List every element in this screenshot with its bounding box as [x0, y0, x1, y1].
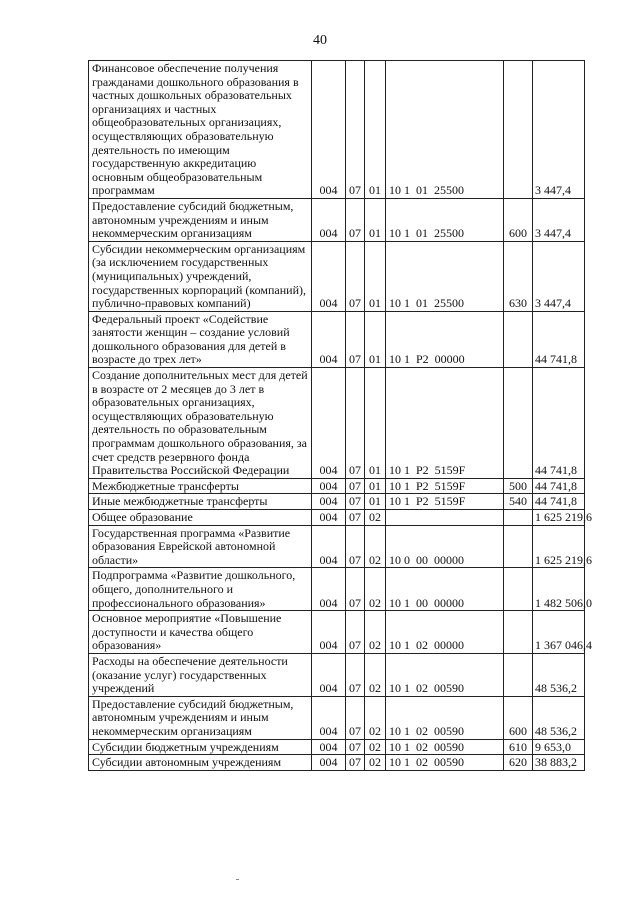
expense-type-code: 540: [504, 494, 533, 510]
amount: 9 653,0: [533, 739, 585, 755]
row-name: Иные межбюджетные трансферты: [89, 494, 312, 510]
table-row: [89, 311, 585, 367]
row-name: Государственная программа «Развитие образования Еврейской автономной области»: [89, 525, 312, 568]
expense-type-code: [504, 611, 533, 654]
section-code: 07: [346, 198, 365, 241]
admin-code: 004: [312, 494, 346, 510]
table-row: [89, 494, 585, 510]
admin-code: 004: [312, 653, 346, 696]
row-name: Субсидии автономным учреждениям: [89, 755, 312, 771]
admin-code: 004: [312, 510, 346, 526]
table-row: [89, 568, 585, 611]
section-code: 07: [346, 739, 365, 755]
expense-type-code: 500: [504, 478, 533, 494]
row-name: Финансовое обеспечение получения гражданами дошкольного образования в частных дошкольных образовательных организациях и частных общеобразовательных организациях, осуществляющих образовательную деятельность по имеющим государственную аккредитацию основным общеобразовательным программам: [89, 61, 312, 199]
table-row: [89, 611, 585, 654]
admin-code: 004: [312, 61, 346, 199]
target-article-code: 10 1 01 25500: [386, 241, 504, 311]
expense-type-code: [504, 653, 533, 696]
subsection-code: 02: [365, 525, 386, 568]
table-row: [89, 61, 585, 199]
expense-type-code: [504, 525, 533, 568]
amount: 44 741,8: [533, 311, 585, 367]
subsection-code: 01: [365, 494, 386, 510]
row-name: Федеральный проект «Содействие занятости женщин – создание условий дошкольного образования для детей в возрасте до трех лет»: [89, 311, 312, 367]
section-code: 07: [346, 755, 365, 771]
section-code: 07: [346, 525, 365, 568]
subsection-code: 01: [365, 311, 386, 367]
section-code: 07: [346, 568, 365, 611]
row-name: Основное мероприятие «Повышение доступности и качества общего образования»: [89, 611, 312, 654]
table-row: [89, 755, 585, 771]
admin-code: 004: [312, 198, 346, 241]
target-article-code: 10 1 00 00000: [386, 568, 504, 611]
target-article-code: 10 0 00 00000: [386, 525, 504, 568]
target-article-code: 10 1 02 00590: [386, 739, 504, 755]
expense-type-code: [504, 510, 533, 526]
admin-code: 004: [312, 368, 346, 479]
amount: 44 741,8: [533, 494, 585, 510]
scan-mark: [236, 879, 239, 880]
target-article-code: [386, 510, 504, 526]
target-article-code: 10 1 02 00590: [386, 755, 504, 771]
admin-code: 004: [312, 525, 346, 568]
target-article-code: 10 1 02 00000: [386, 611, 504, 654]
subsection-code: 02: [365, 755, 386, 771]
amount: 3 447,4: [533, 241, 585, 311]
row-name: Предоставление субсидий бюджетным, автономным учреждениям и иным некоммерческим организациям: [89, 198, 312, 241]
row-name: Подпрограмма «Развитие дошкольного, общего, дополнительного и профессионального образования»: [89, 568, 312, 611]
amount: 3 447,4: [533, 61, 585, 199]
amount: 1 367 046,4: [533, 611, 585, 654]
amount: 1 482 506,0: [533, 568, 585, 611]
section-code: 07: [346, 241, 365, 311]
table-row: [89, 696, 585, 739]
section-code: 07: [346, 696, 365, 739]
row-name: Расходы на обеспечение деятельности (оказание услуг) государственных учреждений: [89, 653, 312, 696]
row-name: Общее образование: [89, 510, 312, 526]
target-article-code: 10 1 02 00590: [386, 696, 504, 739]
target-article-code: 10 1 01 25500: [386, 198, 504, 241]
section-code: 07: [346, 478, 365, 494]
section-code: 07: [346, 653, 365, 696]
subsection-code: 01: [365, 478, 386, 494]
table-row: [89, 525, 585, 568]
target-article-code: 10 1 02 00590: [386, 653, 504, 696]
admin-code: 004: [312, 696, 346, 739]
amount: 44 741,8: [533, 478, 585, 494]
target-article-code: 10 1 P2 00000: [386, 311, 504, 367]
row-name: Предоставление субсидий бюджетным, автономным учреждениям и иным некоммерческим организациям: [89, 696, 312, 739]
amount: 1 625 219,6: [533, 525, 585, 568]
subsection-code: 02: [365, 510, 386, 526]
admin-code: 004: [312, 568, 346, 611]
section-code: 07: [346, 311, 365, 367]
table-row: [89, 368, 585, 479]
table-row: [89, 198, 585, 241]
table-row: [89, 739, 585, 755]
amount: 3 447,4: [533, 198, 585, 241]
row-name: Межбюджетные трансферты: [89, 478, 312, 494]
amount: 48 536,2: [533, 653, 585, 696]
page-number: 40: [313, 33, 327, 48]
subsection-code: 02: [365, 611, 386, 654]
section-code: 07: [346, 61, 365, 199]
section-code: 07: [346, 368, 365, 479]
expense-type-code: 630: [504, 241, 533, 311]
expense-type-code: [504, 61, 533, 199]
section-code: 07: [346, 510, 365, 526]
budget-table-body: [89, 61, 592, 771]
table-row: [89, 478, 585, 494]
row-name: Субсидии бюджетным учреждениям: [89, 739, 312, 755]
target-article-code: 10 1 P2 5159F: [386, 478, 504, 494]
expense-type-code: 600: [504, 696, 533, 739]
admin-code: 004: [312, 739, 346, 755]
subsection-code: 01: [365, 241, 386, 311]
section-code: 07: [346, 494, 365, 510]
target-article-code: 10 1 P2 5159F: [386, 368, 504, 479]
section-code: 07: [346, 611, 365, 654]
subsection-code: 01: [365, 368, 386, 479]
subsection-code: 02: [365, 739, 386, 755]
subsection-code: 01: [365, 198, 386, 241]
expense-type-code: 620: [504, 755, 533, 771]
row-name: Создание дополнительных мест для детей в возрасте от 2 месяцев до 3 лет в образовательных организациях, осуществляющих образовательную деятельность по образовательным программам дошкольного образования, за счет средств резервного фонда Правительства Российской Федерации: [89, 368, 312, 479]
admin-code: 004: [312, 241, 346, 311]
expense-type-code: [504, 311, 533, 367]
subsection-code: 02: [365, 653, 386, 696]
admin-code: 004: [312, 478, 346, 494]
expense-type-code: [504, 568, 533, 611]
amount: 48 536,2: [533, 696, 585, 739]
admin-code: 004: [312, 755, 346, 771]
row-name: Субсидии некоммерческим организациям (за исключением государственных (муниципальных) учреждений, государственных корпораций (компаний), публично-правовых компаний): [89, 241, 312, 311]
admin-code: 004: [312, 611, 346, 654]
table-row: [89, 510, 585, 526]
table-row: [89, 653, 585, 696]
target-article-code: 10 1 P2 5159F: [386, 494, 504, 510]
target-article-code: 10 1 01 25500: [386, 61, 504, 199]
amount: 1 625 219,6: [533, 510, 585, 526]
budget-table: [88, 60, 592, 771]
subsection-code: 02: [365, 696, 386, 739]
admin-code: 004: [312, 311, 346, 367]
expense-type-code: 600: [504, 198, 533, 241]
amount: 38 883,2: [533, 755, 585, 771]
table-row: [89, 241, 585, 311]
expense-type-code: 610: [504, 739, 533, 755]
subsection-code: 01: [365, 61, 386, 199]
amount: 44 741,8: [533, 368, 585, 479]
subsection-code: 02: [365, 568, 386, 611]
expense-type-code: [504, 368, 533, 479]
